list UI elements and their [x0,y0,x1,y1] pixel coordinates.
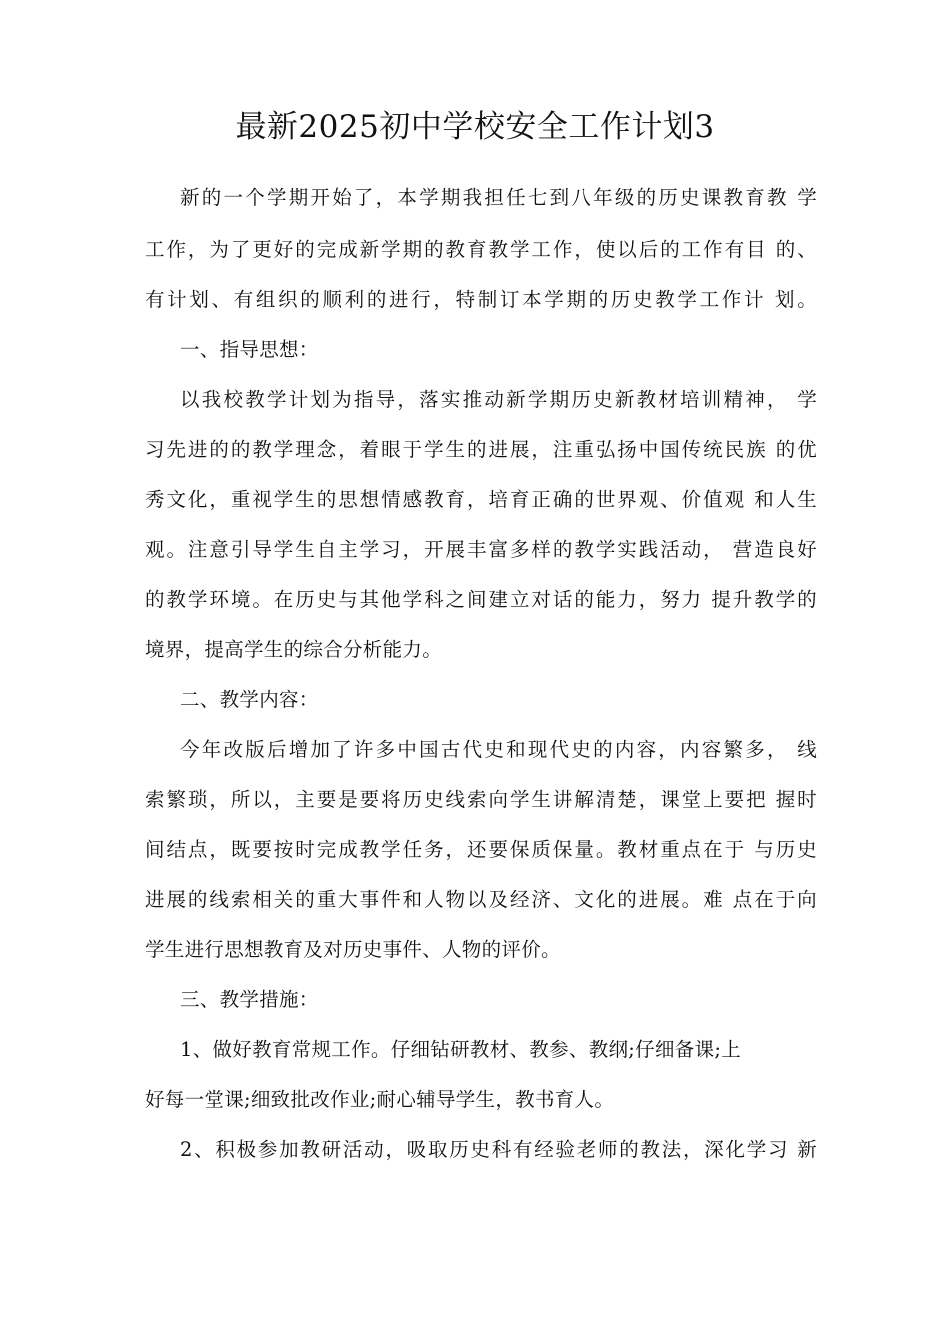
paragraph-line: 新的一个学期开始了，本学期我担任七到八年级的历史课教育教 学 [180,186,817,209]
paragraph-line: 秀文化，重视学生的思想情感教育，培育正确的世界观、价值观 和人生 [145,488,817,511]
paragraph-line: 好每一堂课;细致批改作业;耐心辅导学生，教书育人。 [145,1088,615,1111]
section-heading: 一、指导思想： [180,338,319,361]
paragraph-line: 境界，提高学生的综合分析能力。 [145,638,443,661]
paragraph-line: 学生进行思想教育及对历史事件、人物的评价。 [145,938,561,961]
paragraph-line: 有计划、有组织的顺利的进行，特制订本学期的历史教学工作计 划。 [145,288,817,311]
paragraph-line: 习先进的的教学理念，着眼于学生的进展，注重弘扬中国传统民族 的优 [145,438,817,461]
paragraph-line: 观。注意引导学生自主学习，开展丰富多样的教学实践活动， 营造良好 [145,538,817,561]
paragraph-line: 索繁琐，所以，主要是要将历史线索向学生讲解清楚，课堂上要把 握时 [145,788,817,811]
document-title: 最新2025初中学校安全工作计划3 [235,109,715,145]
paragraph-line: 1、做好教育常规工作。仔细钻研教材、教参、教纲;仔细备课;上 [180,1038,742,1061]
section-heading: 三、教学措施： [180,988,319,1011]
paragraph-line: 今年改版后增加了许多中国古代史和现代史的内容，内容繁多， 线 [180,738,817,761]
paragraph-line: 的教学环境。在历史与其他学科之间建立对话的能力，努力 提升教学的 [145,588,817,611]
paragraph-line: 2、积极参加教研活动，吸取历史科有经验老师的教法，深化学习 新 [180,1138,817,1161]
paragraph-line: 间结点，既要按时完成教学任务，还要保质保量。教材重点在于 与历史 [145,838,817,861]
paragraph-line: 工作，为了更好的完成新学期的教育教学工作，使以后的工作有目 的、 [145,238,817,261]
paragraph-line: 进展的线索相关的重大事件和人物以及经济、文化的进展。难 点在于向 [145,888,817,911]
paragraph-line: 以我校教学计划为指导，落实推动新学期历史新教材培训精神， 学 [180,388,817,411]
section-heading: 二、教学内容： [180,688,319,711]
